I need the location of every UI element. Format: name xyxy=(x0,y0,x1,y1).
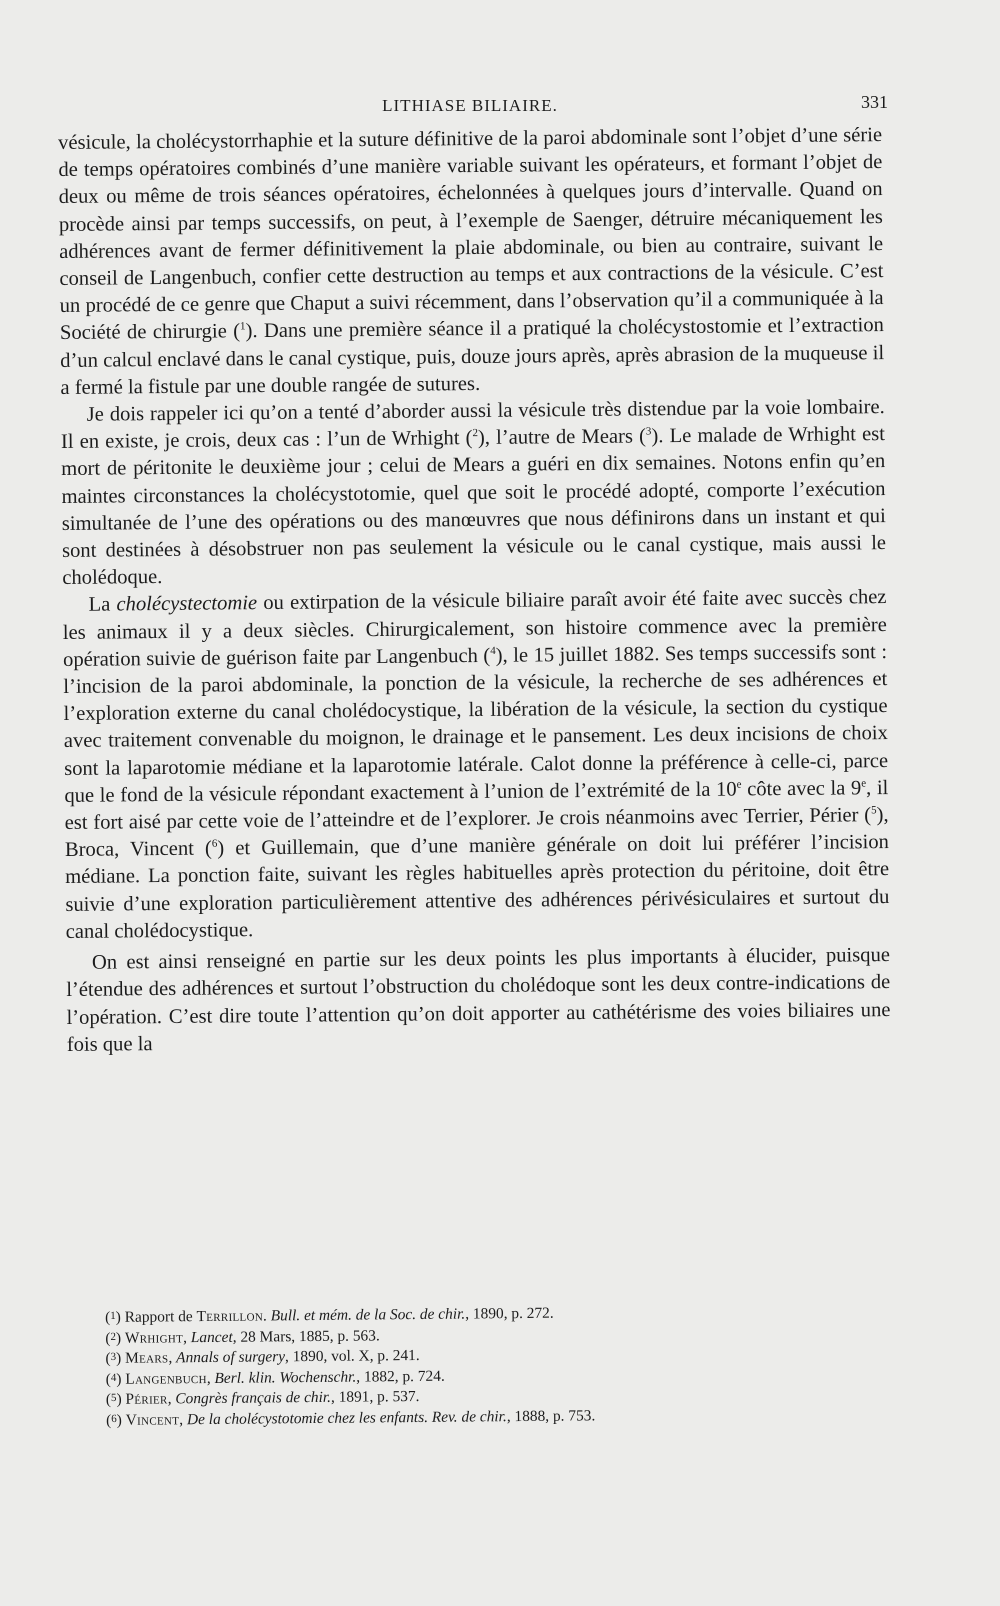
text-run: ). Le malade de Wrhight est mort de péritonite le deuxième jour ; celui de Mears a guéri en dix semaines. Notons enfin qu’en maintes circonstances la cholécystotomie, quel que soit le procédé adopté, comporte l’exécution simultanée de l’une des opérations ou des manœuvres que nous définirons dans un instant et qui sont destinées à désobstruer non pas seulement la vésicule ou le canal cystique, mais aussi le cholédoque. xyxy=(61,423,887,590)
text-run: vésicule, la cholécystorrhaphie et la suture définitive de la paroi abdominale sont l’objet d’une série de temps opératoires combinés d’une manière variable suivant les opérateurs, et formant l’objet de deux ou même de trois séances opératoires, échelonnées à quelques jours d’intervalle. Quand on procède ainsi par temps successifs, on peut, à l’exemple de Saenger, détruire mécaniquement les adhérences avant de fermer définitivement la plaie abdominale, ou bien au contraire, suivant le conseil de Langenbuch, confier cette destruction au temps et aux contractions de la vésicule. C’est un procédé de ce genre que Chaput a suivi récemment, dans l’observation qu’il a communiquée à la Société de chirurgie ( xyxy=(58,124,884,345)
footnote-mark: (1) xyxy=(105,1308,125,1326)
footnote-mark: (5) xyxy=(105,1391,126,1409)
footnotes xyxy=(105,1300,846,1431)
text-run: côte avec la 9 xyxy=(741,777,862,801)
footnote-text: , xyxy=(168,1349,177,1367)
footnote-reference: 5 xyxy=(870,804,877,817)
footnote-source: Bull. et mém. de la Soc. de chir. xyxy=(270,1305,466,1325)
footnote-number: 2 xyxy=(110,1330,116,1343)
text-run: ), Broca, Vincent ( xyxy=(64,804,889,862)
text-run: ), le 15 juillet 1882. Ses temps successifs sont : l’incision de la paroi abdominale, la ponction de la vésicule, la recherche de ses adhérences et l’exploration externe du canal cholédocystique, la libération de la vésicule, la section du cystique avec traitement convenable du moignon, le drainage et le pansement. Les deux incisions de choix sont la laparotomie médiane et la laparotomie latérale. Calot donne la préférence à celle-ci, parce que le fond de la vésicule répondant exactement à l’union de l’extrémité de la 10 xyxy=(63,640,889,807)
page-header xyxy=(60,92,888,122)
text-run: La xyxy=(88,593,117,617)
running-title: LITHIASE BILIAIRE. xyxy=(382,96,558,115)
footnote-source: Annals of surgery xyxy=(176,1348,286,1367)
footnote-mark: (3) xyxy=(105,1349,126,1368)
text-run: , il est fort aisé par cette voie de l’atteindre et de l’explorer. Je crois néanmoins avec Terrier, Périer ( xyxy=(64,776,889,835)
footnote-number: 6 xyxy=(111,1412,117,1425)
footnote-details: , 28 Mars, 1885, p. 563. xyxy=(232,1326,380,1346)
footnote-number: 1 xyxy=(110,1309,116,1322)
footnote-reference: 2 xyxy=(472,427,478,440)
footnote-reference: e xyxy=(861,777,867,790)
footnote-text: , xyxy=(183,1328,191,1346)
footnote-text: Rapport de xyxy=(124,1308,197,1326)
footnote-author: Mears xyxy=(125,1349,169,1367)
text-run: ou extirpation de la vésicule biliaire paraît avoir été faite avec succès chez les animaux il y a deux siècles. Chirurgicalement, son histoire commence avec la première opération suivie de guérison faite par Langenbuch ( xyxy=(62,586,887,671)
footnote-author: Terrillon xyxy=(196,1307,264,1326)
paragraph xyxy=(62,585,889,947)
footnote-number: 5 xyxy=(110,1392,117,1405)
footnote-text: . xyxy=(262,1307,271,1325)
footnote-author: Vincent xyxy=(125,1411,180,1429)
footnote-reference: e xyxy=(736,778,742,791)
paragraph xyxy=(58,122,885,402)
footnote-text: , xyxy=(167,1390,176,1408)
footnote-number: 3 xyxy=(110,1351,117,1364)
footnote-text: , xyxy=(206,1369,215,1387)
paragraph xyxy=(66,942,891,1059)
text-run: ). Dans une première séance il a pratiqué la cholécystostomie et l’extraction d’un calcul enclavé dans le canal cystique, puis, douze jours après, après abrasion de la muqueuse il a fermé la fistule par une double rangée de sutures. xyxy=(60,314,885,399)
text-run: ), l’autre de Mears ( xyxy=(477,425,647,450)
footnote-source: Berl. klin. Wochenschr. xyxy=(214,1368,357,1387)
footnote-details: , 1888, p. 753. xyxy=(506,1407,596,1426)
text-run: ) et Guillemain, que d’une manière générale on doit lui préférer l’incision médiane. La ponction faite, suivant les règles habituelles après protection du péritoine, doit être suivie d’une exploration particulièrement attentive des adhérences périvésiculaires et surtout du canal cholédocystique. xyxy=(65,831,890,943)
footnote-author: Langenbuch xyxy=(125,1369,207,1388)
footnote-source: Congrès français de chir. xyxy=(175,1389,332,1408)
footnote-mark: (2) xyxy=(105,1329,126,1347)
footnote-reference: 3 xyxy=(645,425,652,438)
footnote-details: , 1891, p. 537. xyxy=(330,1388,420,1407)
footnote-details: , 1890, vol. X, p. 241. xyxy=(284,1347,420,1366)
footnote-source: De la cholécystotomie chez les enfants. Rev. de chir. xyxy=(186,1408,507,1429)
paragraph xyxy=(61,394,887,592)
footnote-text: , xyxy=(179,1411,188,1429)
footnote-details: , 1890, p. 272. xyxy=(465,1304,554,1323)
footnote-mark: (6) xyxy=(106,1411,126,1429)
page-number: 331 xyxy=(861,92,888,112)
footnote-reference: 1 xyxy=(239,320,246,333)
footnote-details: , 1882, p. 724. xyxy=(356,1367,445,1386)
body-text xyxy=(58,122,891,1059)
footnote-source: Lancet xyxy=(190,1328,233,1346)
italic-term: cholécystectomie xyxy=(116,592,258,616)
footnote-author: Wrhight xyxy=(124,1328,184,1347)
footnote-number: 4 xyxy=(110,1371,117,1384)
footnote-mark: (4) xyxy=(105,1370,126,1388)
footnote-reference: 4 xyxy=(490,644,496,657)
footnote-author: Périer xyxy=(125,1390,168,1409)
footnote-reference: 6 xyxy=(211,837,218,850)
text-run: On est ainsi renseigné en partie sur les deux points les plus importants à élucider, puisque l’étendue des adhérences et surtout l’obstruction du cholédoque sont les deux contre-indications de l’opération. C’est dire toute l’attention qu’on doit apporter au cathétérisme des voies biliaires une fois que la xyxy=(66,944,891,1056)
text-run: Je dois rappeler ici qu’on a tenté d’aborder aussi la vésicule très distendue par la voie lombaire. Il en existe, je crois, deux cas : l’un de Wrhight ( xyxy=(60,396,885,454)
